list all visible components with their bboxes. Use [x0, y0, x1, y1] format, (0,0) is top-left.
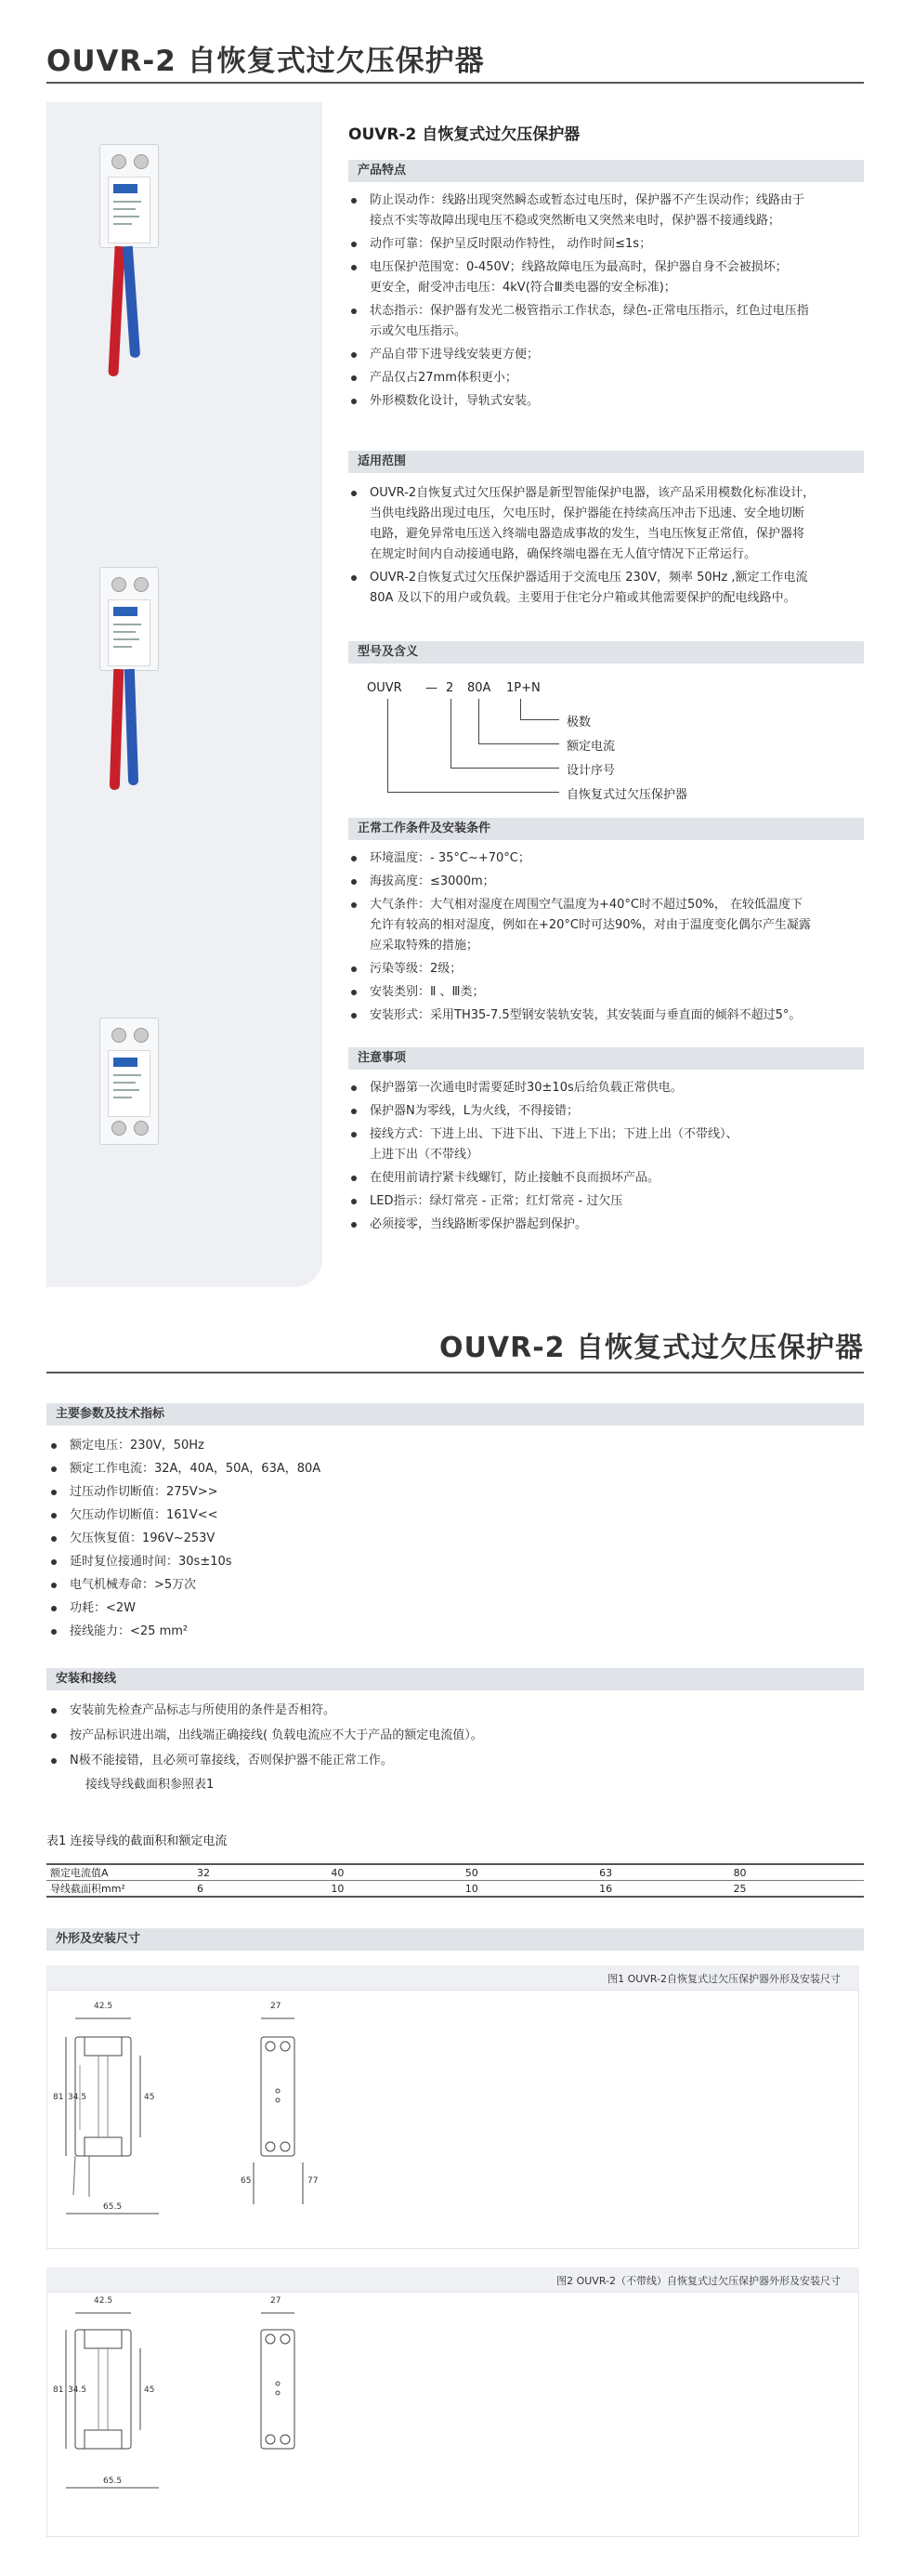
list-item [351, 1005, 801, 1026]
list-item [351, 1124, 738, 1165]
dim-label: 45 [144, 2385, 155, 2395]
model-part-2: — [425, 681, 437, 695]
bullet-icon [351, 856, 357, 861]
list-item-text: 欠压动作切断值：161V<< [70, 1508, 218, 1522]
figure-2-caption: 图2 OUVR-2（不带线）自恢复式过欠压保护器外形及安装尺寸 [556, 2275, 841, 2287]
list-item-text: 动作可靠：保护呈反时限动作特性， 动作时间≤1s； [370, 237, 652, 251]
dim-label: 34.5 [68, 2385, 87, 2395]
list-item-text: N极不能接错，且必须可靠接线，否则保护器不能正常工作。 [70, 1754, 393, 1768]
dim-label: 27 [270, 2296, 281, 2306]
list-item-text: 额定电压：230V，50Hz [70, 1439, 204, 1452]
list-item-text: 过压动作切断值：275V>> [70, 1485, 218, 1499]
list-item [51, 1751, 393, 1771]
product-photo-with-wires [99, 144, 159, 248]
list-item-text: 在规定时间内自动接通电路，确保终端电器在无人值守情况下正常运行。 [370, 547, 757, 561]
list-item-text: OUVR-2自恢复式过欠压保护器是新型智能保护电器，该产品采用模数化标准设计， [370, 486, 816, 500]
dim-label: 42.5 [94, 2296, 113, 2306]
list-item [351, 895, 811, 956]
list-item-text: 80A 及以下的用户或负载。主要用于住宅分户箱或其他需要保护的配电线路中。 [370, 591, 796, 605]
list-item [51, 1726, 483, 1746]
bullet-icon [351, 309, 357, 314]
list-item-text: LED指示：绿灯常亮 - 正常；红灯常亮 - 过欠压 [370, 1194, 623, 1208]
dim-label: 65.5 [103, 2477, 123, 2486]
list-item [351, 1191, 622, 1212]
list-item [351, 1078, 683, 1098]
table-row [46, 1881, 864, 1898]
bullet-icon [351, 1199, 357, 1204]
dim-label: 65.5 [103, 2202, 123, 2212]
bullet-icon [351, 879, 357, 885]
section-header-features: 产品特点 [348, 160, 864, 182]
list-item [51, 1598, 136, 1619]
bullet-icon [51, 1466, 57, 1472]
list-item [51, 1575, 196, 1596]
list-item [351, 1215, 587, 1235]
list-item-text: 应采取特殊的措施； [370, 939, 479, 953]
table-caption: 表1 连接导线的截面积和额定电流 [46, 1834, 228, 1848]
model-meaning-current: 额定电流 [567, 740, 616, 754]
list-item-text: 欠压恢复值：196V~253V [70, 1531, 215, 1545]
section-header-install: 安装和接线 [46, 1668, 864, 1690]
list-item [351, 234, 651, 255]
figure-2-drawing [47, 2293, 860, 2538]
section-header-model: 型号及含义 [348, 641, 864, 664]
bullet-icon [51, 1513, 57, 1518]
list-item-text: 状态指示：保护器有发光二极管指示工作状态，绿色-正常电压指示，红色过电压指 [370, 304, 809, 318]
list-item-text: 环境温度：- 35°C~+70°C； [370, 851, 530, 865]
model-meaning-poles: 极数 [567, 716, 592, 729]
bullet-icon [51, 1559, 57, 1565]
bullet-icon [351, 491, 357, 496]
list-item [351, 345, 539, 365]
model-part-1: OUVR [367, 681, 402, 695]
bullet-icon [351, 575, 357, 581]
bullet-icon [351, 1176, 357, 1181]
bullet-icon [51, 1443, 57, 1449]
bullet-icon [351, 352, 357, 358]
bullet-icon [351, 1109, 357, 1114]
list-item-text: 允许有较高的相对湿度，例如在+20°C时可达90%，对由于温度变化偶尔产生凝露 [370, 918, 811, 932]
model-meaning-name: 自恢复式过欠压保护器 [567, 788, 688, 802]
bullet-icon [351, 1222, 357, 1228]
bullet-icon [351, 1013, 357, 1019]
model-part-4: 80A [467, 681, 491, 695]
list-item [351, 301, 809, 342]
dim-label: 81 [53, 2093, 64, 2102]
bullet-icon [51, 1583, 57, 1588]
list-item [351, 982, 485, 1003]
list-item-text: 安装形式：采用TH35-7.5型钢安装轨安装，其安装面与垂直面的倾斜不超过5°。 [370, 1008, 802, 1022]
list-item-text: 电路，避免异常电压送入终端电器造成事故的发生，当电压恢复正常值，保护器将 [370, 527, 805, 541]
list-item-text: 防止误动作：线路出现突然瞬态或暂态过电压时，保护器不产生误动作；线路由于 [370, 193, 805, 207]
list-item-text: 在使用前请拧紧卡线螺钉，防止接触不良而损坏产品。 [370, 1171, 660, 1185]
bullet-icon [51, 1490, 57, 1495]
list-item-text: 当供电线路出现过电压，欠电压时，保护器能在持续高压冲击下迅速、安全地切断 [370, 506, 805, 520]
list-item-text: 安装前先检查产品标志与所使用的条件是否相符。 [70, 1703, 336, 1717]
table-cell: 16 [595, 1881, 729, 1898]
bullet-icon [351, 375, 357, 381]
bullet-icon [351, 1132, 357, 1137]
list-item-text: 功耗：<2W [70, 1601, 137, 1615]
red-wire [108, 246, 124, 376]
bullet-icon [351, 1085, 357, 1091]
wire-section-table [46, 1863, 864, 1898]
list-item [351, 959, 462, 979]
bullet-icon [351, 265, 357, 270]
list-item-text: 污染等级：2级； [370, 962, 463, 976]
dim-label: 34.5 [68, 2093, 87, 2102]
table-cell: 额定电流值A [46, 1864, 193, 1881]
red-wire-2 [110, 669, 124, 790]
list-item [51, 1529, 215, 1549]
list-item [51, 1436, 204, 1456]
table-row [46, 1864, 864, 1881]
list-item-text: OUVR-2自恢复式过欠压保护器适用于交流电压 230V，频率 50Hz ,额定工作电流 [370, 571, 808, 585]
bullet-icon [51, 1708, 57, 1714]
list-item [51, 1701, 335, 1721]
blue-wire [123, 246, 140, 358]
table-cell: 10 [327, 1881, 461, 1898]
table-cell: 6 [193, 1881, 327, 1898]
list-item [351, 568, 808, 609]
list-item [351, 848, 530, 869]
bullet-icon [351, 902, 357, 908]
list-item-text: 示或欠电压指示。 [370, 324, 467, 338]
dim-label: 77 [307, 2176, 319, 2186]
list-item-text: 按产品标识进出端，出线端正确接线( 负载电流应不大于产品的额定电流值）。 [70, 1728, 483, 1742]
table-cell: 50 [462, 1864, 595, 1881]
product-image-panel [46, 102, 322, 1287]
list-item [351, 368, 517, 388]
section-header-dims: 外形及安装尺寸 [46, 1928, 864, 1951]
figure-1-caption: 图1 OUVR-2自恢复式过欠压保护器外形及安装尺寸 [607, 1973, 841, 1985]
list-item-text: 外形模数化设计，导轨式安装。 [370, 394, 540, 408]
list-item-text: 保护器第一次通电时需要延时30±10s后给负载正常供电。 [370, 1081, 683, 1095]
table-cell: 10 [462, 1881, 595, 1898]
bullet-icon [351, 242, 357, 247]
table-cell: 25 [730, 1881, 864, 1898]
figure-2 [46, 2267, 859, 2537]
dim-label: 81 [53, 2385, 64, 2395]
table-cell: 40 [327, 1864, 461, 1881]
dim-label: 42.5 [94, 2002, 113, 2011]
dim-label: 45 [144, 2093, 155, 2102]
list-item-text: 额定工作电流：32A，40A，50A，63A，80A [70, 1462, 321, 1476]
list-item-text: 延时复位接通时间：30s±10s [70, 1555, 232, 1569]
title-rule-bottom [46, 1372, 864, 1373]
table-cell: 导线截面积mm² [46, 1881, 193, 1898]
list-item [351, 391, 539, 412]
section-header-conditions: 正常工作条件及安装条件 [348, 818, 864, 840]
list-item-text: 产品自带下进导线安装更方便； [370, 348, 540, 361]
list-item-text: 海拔高度：≤3000m； [370, 874, 495, 888]
bullet-icon [51, 1733, 57, 1739]
list-item [51, 1482, 218, 1503]
list-item-text: 接线方式：下进上出、下进下出、下进上下出；下进上出（不带线）、 [370, 1127, 738, 1141]
list-item [351, 257, 788, 298]
list-item [351, 483, 815, 565]
product-photo-with-wires-2 [99, 567, 159, 671]
list-item [51, 1505, 218, 1526]
figure-1 [46, 1965, 859, 2249]
list-item-text: 保护器N为零线，L为火线，不得接错； [370, 1104, 579, 1118]
install-extra-note: 接线导线截面积参照表1 [85, 1778, 215, 1792]
product-photo-no-wires [99, 1018, 159, 1145]
bullet-icon [351, 198, 357, 204]
table-cell: 80 [730, 1864, 864, 1881]
model-part-5: 1P+N [506, 681, 541, 695]
bullet-icon [51, 1536, 57, 1542]
list-item-text: 产品仅占27mm体积更小； [370, 371, 517, 385]
list-item [351, 191, 804, 231]
list-item-text: 安装类别：Ⅱ 、Ⅲ类； [370, 985, 485, 999]
page-title-bottom: OUVR-2 自恢复式过欠压保护器 [439, 1332, 864, 1364]
list-item [351, 872, 495, 892]
section-header-notes: 注意事项 [348, 1047, 864, 1070]
list-item-text: 接线能力：<25 mm² [70, 1624, 189, 1638]
list-item [351, 1101, 579, 1122]
page-title-top: OUVR-2 自恢复式过欠压保护器 [46, 45, 485, 78]
list-item-text: 大气条件：大气相对湿度在周围空气温度为+40°C时不超过50%， 在较低温度下 [370, 898, 803, 912]
section-header-params: 主要参数及技术指标 [46, 1403, 864, 1426]
list-item-text: 电压保护范围宽：0-450V；线路故障电压为最高时，保护器自身不会被损坏； [370, 260, 788, 274]
product-title: OUVR-2 自恢复式过欠压保护器 [348, 125, 581, 144]
blue-wire-2 [124, 669, 138, 785]
title-rule-top [46, 82, 864, 84]
list-item-text: 更安全，耐受冲击电压：4kV(符合Ⅲ类电器的安全标准)； [370, 281, 676, 295]
list-item [51, 1459, 320, 1479]
dim-label: 27 [270, 2002, 281, 2011]
table-cell: 32 [193, 1864, 327, 1881]
list-item [51, 1622, 188, 1642]
list-item [51, 1552, 232, 1572]
bullet-icon [351, 966, 357, 972]
list-item-text: 电气机械寿命：>5万次 [70, 1578, 197, 1592]
list-item-text: 必须接零，当线路断零保护器起到保护。 [370, 1217, 588, 1231]
bullet-icon [351, 399, 357, 404]
figure-1-drawing [47, 1991, 860, 2250]
model-meaning-design: 设计序号 [567, 764, 616, 778]
dim-label: 65 [241, 2176, 252, 2186]
bullet-icon [51, 1629, 57, 1635]
table-cell: 63 [595, 1864, 729, 1881]
list-item-text: 上进下出（不带线） [370, 1148, 479, 1162]
bullet-icon [51, 1758, 57, 1764]
section-header-scope: 适用范围 [348, 451, 864, 473]
list-item [351, 1168, 659, 1189]
list-item-text: 接点不实等故障出现电压不稳或突然断电又突然来电时，保护器不接通线路； [370, 214, 781, 228]
bullet-icon [51, 1606, 57, 1611]
model-part-3: 2 [446, 681, 454, 695]
bullet-icon [351, 990, 357, 995]
